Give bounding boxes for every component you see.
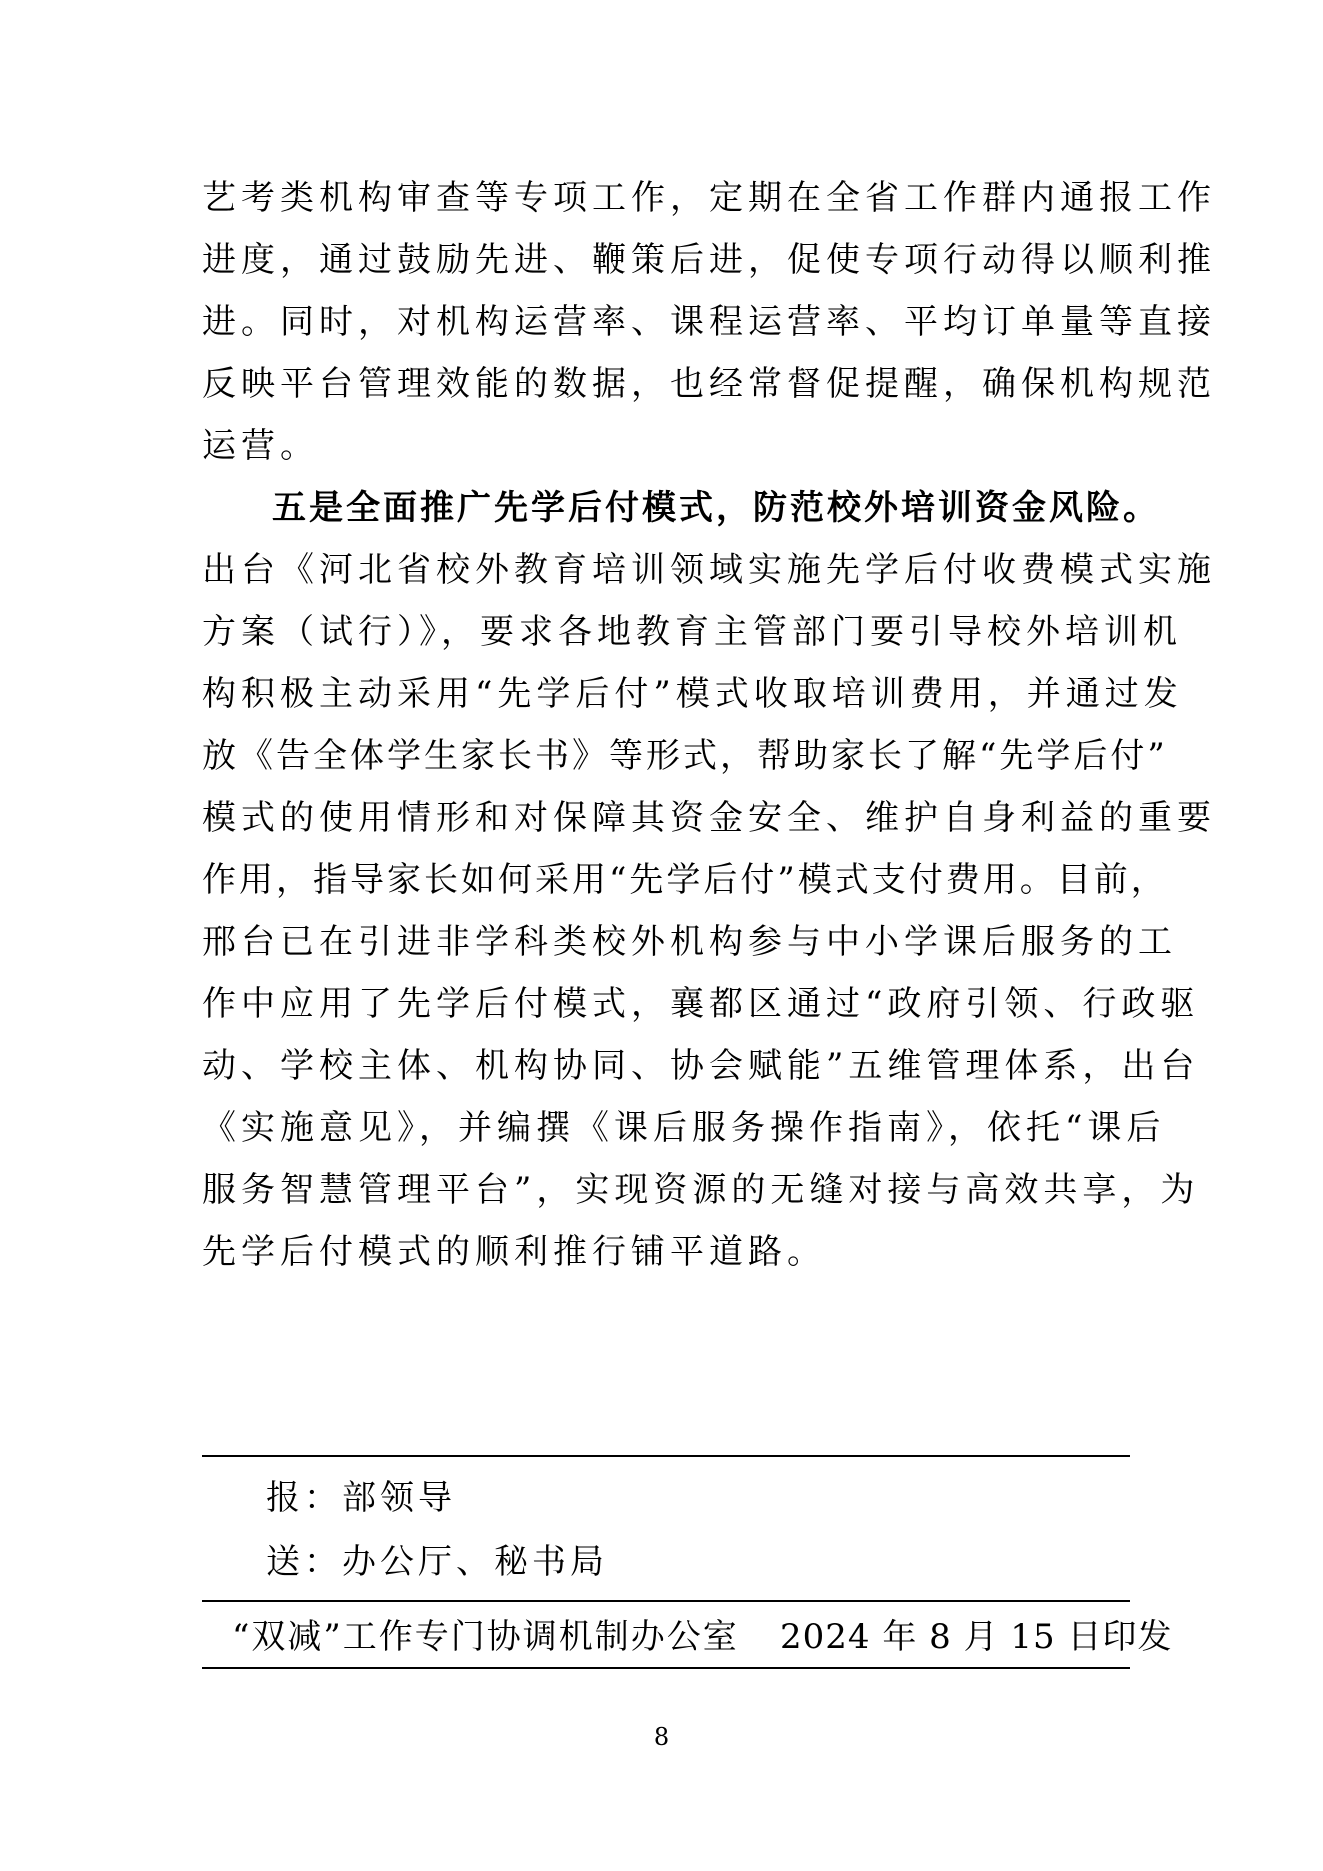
body-line-9: 构积极主动采用“先学后付”模式收取培训费用，并通过发 <box>202 674 1183 714</box>
body-line-8: 方案（试行）》，要求各地教育主管部门要引导校外培训机 <box>202 612 1182 652</box>
body-line-5: 运营。 <box>202 426 319 466</box>
body-line-17: 服务智慧管理平台”，实现资源的无缝对接与高效共享，为 <box>202 1170 1200 1210</box>
report-recipients: 报：部领导 <box>266 1478 456 1518</box>
body-line-2: 进度，通过鼓励先进、鞭策后进，促使专项行动得以顺利推 <box>202 240 1216 280</box>
body-line-12: 作用，指导家长如何采用“先学后付”模式支付费用。目前， <box>202 860 1168 900</box>
footer-bottom-rule <box>202 1667 1130 1669</box>
body-line-4: 反映平台管理效能的数据，也经常督促提醒，确保机构规范 <box>202 364 1216 404</box>
section-heading: 五是全面推广先学后付模式，防范校外培训资金风险。 <box>272 488 1160 528</box>
body-line-3: 进。同时，对机构运营率、课程运营率、平均订单量等直接 <box>202 302 1216 342</box>
body-line-16: 《实施意见》，并编撰《课后服务操作指南》，依托“课后 <box>202 1108 1166 1148</box>
send-recipients: 送：办公厅、秘书局 <box>266 1542 608 1582</box>
issuing-office: “双减”工作专门协调机制办公室 <box>232 1617 739 1657</box>
issue-date: 2024 年 8 月 15 日印发 <box>780 1617 1173 1657</box>
body-line-10: 放《告全体学生家长书》等形式，帮助家长了解“先学后付” <box>202 736 1168 776</box>
body-line-15: 动、学校主体、机构协同、协会赋能”五维管理体系，出台 <box>202 1046 1200 1086</box>
body-line-14: 作中应用了先学后付模式，襄都区通过“政府引领、行政驱 <box>202 984 1200 1024</box>
page-number: 8 <box>653 1723 670 1751</box>
body-line-18: 先学后付模式的顺利推行铺平道路。 <box>202 1232 826 1272</box>
body-line-11: 模式的使用情形和对保障其资金安全、维护自身利益的重要 <box>202 798 1216 838</box>
body-line-1: 艺考类机构审查等专项工作，定期在全省工作群内通报工作 <box>202 178 1216 218</box>
footer-middle-rule <box>202 1600 1130 1602</box>
body-line-7: 出台《河北省校外教育培训领域实施先学后付收费模式实施 <box>202 550 1216 590</box>
footer-top-rule <box>202 1455 1130 1457</box>
body-line-13: 邢台已在引进非学科类校外机构参与中小学课后服务的工 <box>202 922 1177 962</box>
